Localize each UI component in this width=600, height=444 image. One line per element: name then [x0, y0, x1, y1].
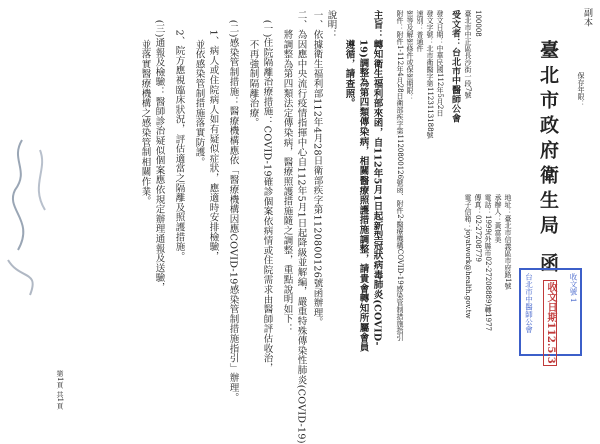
contact-address: 地址：臺北市信義區市府路1號 — [504, 194, 512, 290]
contact-person: 承辦人：黃富美 — [494, 194, 502, 243]
contact-fax: 傳真：02-27208779 — [474, 194, 482, 262]
explanation-item: (三)通報及檢驗：醫師診治疑似個案應依規定辦理通報及送驗， — [153, 10, 165, 293]
page-number: 第1頁 共1頁 — [56, 370, 64, 410]
explanation-item: 一、依據衛生福利部112年4月28日衛部疾字第1120800126號函辦理。 — [311, 10, 323, 328]
stamp-org: 台北市中醫師公會 — [524, 273, 534, 333]
copy-label: 副本 — [582, 8, 592, 27]
document-title: 臺北市政府衛生局 函 — [537, 40, 559, 278]
explanation-heading: 說明： — [325, 10, 337, 40]
explanation-item: 不再強制隔離治療。 — [247, 10, 259, 128]
issue-number: 發文字號：北市衛醫字第1123113188號 — [426, 10, 434, 139]
stamp-date: 收文日期112.5.3 — [545, 282, 556, 364]
contact-phone: 電話：1999(外縣市02-27208889)轉1977 — [484, 194, 492, 331]
stamp-number: 收文號 1 — [569, 273, 578, 303]
subject-line-1: 主旨：轉知衛生福利部來函，自112年5月1日起新型冠狀病毒肺炎(COVID- — [371, 10, 383, 346]
explanation-item: 並落實醫療機構之感染管制相關作業。 — [139, 10, 151, 206]
recipient-to: 受文者：台北市中醫師公會 — [450, 10, 460, 123]
explanation-item: 將調整為第四類法定傳染病，醫療照護措施隨之調整，重點說明如下： — [281, 10, 293, 334]
received-stamp — [519, 268, 582, 364]
retention-period: 保存年限： — [577, 72, 585, 107]
explanation-item: 並依感染管制措施落實防護。 — [193, 10, 205, 167]
explanation-item: (二)感染管制措施：醫療機構應依「醫療機構因應COVID-19感染管制措施指引」辦理。 — [227, 10, 239, 403]
recipient-address: 臺北市中正區長沙街一段7號 — [464, 10, 472, 99]
explanation-item: 1、病人或住院病人如有疑似症狀，應適時安排檢驗， — [207, 10, 219, 262]
speed: 速別：普通件 — [416, 10, 424, 52]
recipient-postcode: 100008 — [474, 10, 482, 37]
subject-line-3: 遵循，請查照。 — [343, 10, 355, 108]
handwritten-mark — [0, 130, 60, 300]
explanation-item: 2、院方應視臨床狀況，評估適當之隔離及照護措施。 — [173, 10, 185, 262]
subject-line-2: 19)調整為第四類傳染病，相關醫療照護措施調整，請貴會轉知所屬會員 — [357, 10, 369, 353]
contact-email: 電子信箱：joyatwork@health.gov.tw — [464, 194, 472, 319]
explanation-item: 二、為因應中央流行疫情指揮中心自112年5月1日起降級並解編，嚴重特殊傳染性肺炎(COVID-19) — [295, 10, 307, 444]
attachments: 附件：附件1-112年4月28日衛部疾字第1120800126號函、附件2-醫療機構COVID-19感染管制措施指引 — [396, 10, 404, 341]
explanation-item: (一)住院隔離治療措施：COVID-19確診個案依病情或住院需求由醫師評估收治， — [261, 10, 273, 373]
issue-date: 發文日期：中華民國112年5月2日 — [436, 10, 444, 117]
security-level: 密等及解密條件或保密期限： — [406, 10, 414, 101]
